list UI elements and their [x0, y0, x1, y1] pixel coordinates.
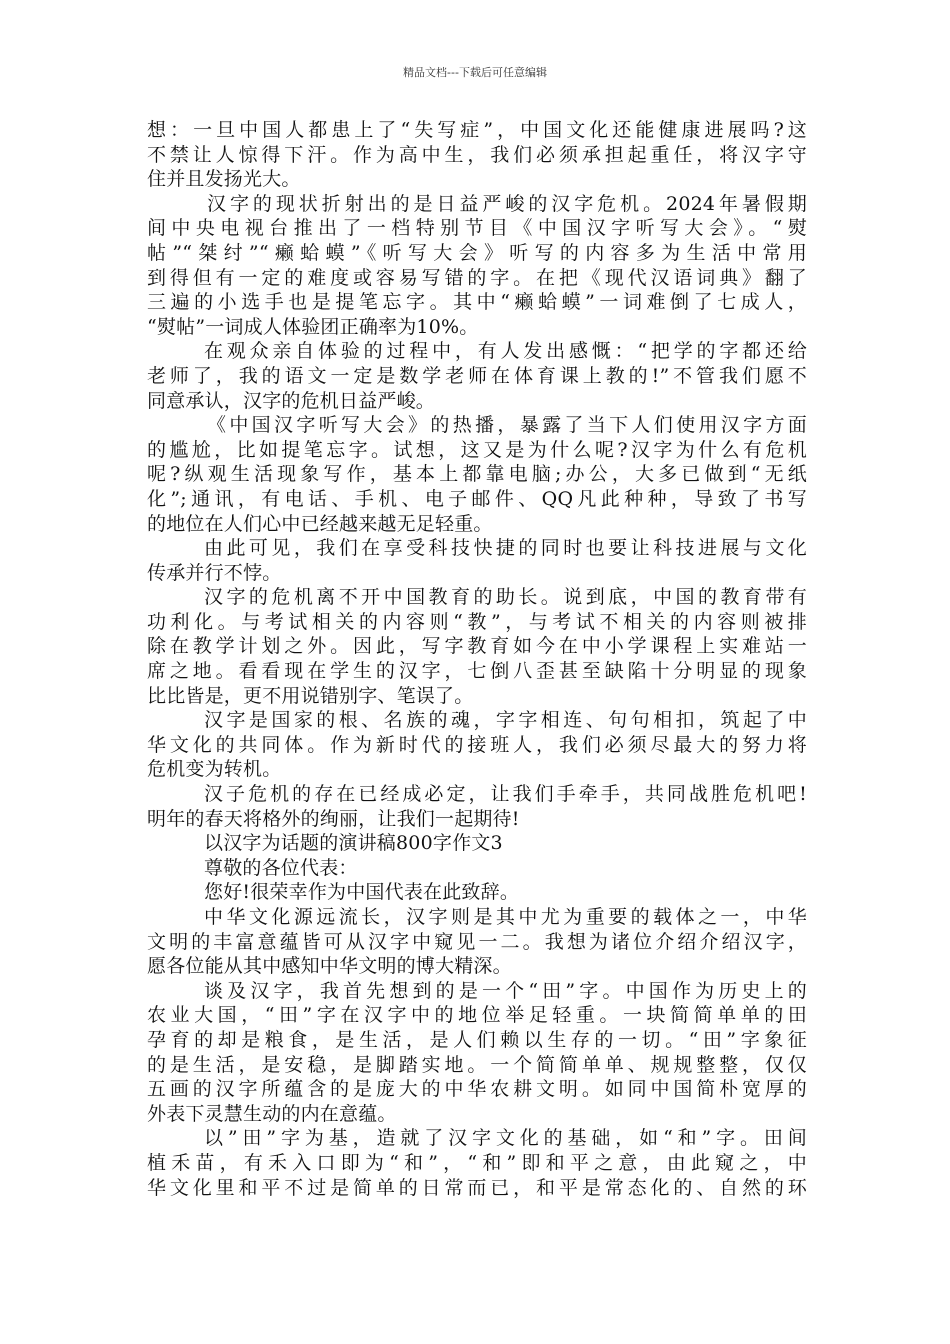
text-line: 文明的丰富意蕴皆可从汉字中窥见一二。我想为诸位介绍介绍汉字， [147, 930, 807, 953]
text-line: 帖”“桀纣”“癞蛤蟆”《听写大会》听写的内容多为生活中常用 [147, 241, 807, 264]
text-line: 植禾苗，有禾入口即为“和”，“和”即和平之意，由此窥之，中 [147, 1151, 807, 1174]
text-line: 老师了，我的语文一定是数学老师在体育课上教的!”不管我们愿不 [147, 364, 807, 387]
greeting: 您好!很荣幸作为中国代表在此致辞。 [204, 881, 520, 904]
text-line: 汉子危机的存在已经成必定，让我们手牵手，共同战胜危机吧! [204, 783, 807, 806]
page-header: 精品文档---下载后可任意编辑 [403, 66, 547, 79]
text-line: 《中国汉字听写大会》的热播，暴露了当下人们使用汉字方面 [207, 414, 807, 437]
text-line: 由此可见，我们在享受科技快捷的同时也要让科技进展与文化 [204, 537, 807, 560]
document-body [147, 118, 807, 1200]
text-line: 三遍的小选手也是提笔忘字。其中“癞蛤蟆”一词难倒了七成人， [147, 291, 807, 314]
section-heading: 以汉字为话题的演讲稿800字作文3 [204, 832, 503, 855]
text-line: 明年的春天将格外的绚丽，让我们一起期待! [147, 807, 520, 830]
text-line: 华文化里和平不过是简单的日常而已，和平是常态化的、自然的环 [147, 1176, 807, 1199]
text-line: 华文化的共同体。作为新时代的接班人，我们必须尽最大的努力将 [147, 733, 807, 756]
text-line: 在观众亲自体验的过程中，有人发出感慨：“把学的字都还给 [204, 340, 807, 363]
text-line: 不禁让人惊得下汗。作为高中生，我们必须承担起重任，将汉字守 [147, 143, 807, 166]
text-line: 五画的汉字所蕴含的是庞大的中华农耕文明。如同中国简朴宽厚的 [147, 1078, 807, 1101]
text-line: 危机变为转机。 [147, 758, 282, 781]
text-line: 外表下灵慧生动的内在意蕴。 [147, 1102, 397, 1125]
text-line: 农业大国，“田”字在汉字中的地位举足轻重。一块简简单单的田 [147, 1004, 807, 1027]
text-line: 间中央电视台推出了一档特别节目《中国汉字听写大会》。“熨 [147, 217, 807, 240]
text-line: 比比皆是，更不用说错别字、笔误了。 [147, 684, 474, 707]
text-line: 呢?纵观生活现象写作，基本上都靠电脑;办公，大多已做到“无纸 [147, 463, 807, 486]
text-line: 到得但有一定的难度或容易写错的字。在把《现代汉语词典》翻了 [147, 266, 807, 289]
text-line: 愿各位能从其中感知中华文明的博大精深。 [147, 955, 512, 978]
text-line: 传承并行不悖。 [147, 561, 282, 584]
text-line: 孕育的却是粮食，是生活，是人们赖以生存的一切。“田”字象征 [147, 1028, 807, 1051]
text-line: 同意承认，汉字的危机日益严峻。 [147, 389, 436, 412]
text-line: 汉字的危机离不开中国教育的助长。说到底，中国的教育带有 [204, 586, 807, 609]
text-line: 功利化。与考试相关的内容则“教”，与考试不相关的内容则被排 [147, 610, 807, 633]
text-line: 住并且发扬光大。 [147, 168, 301, 191]
text-line: 想：一旦中国人都患上了“失写症”，中国文化还能健康进展吗?这 [147, 119, 807, 141]
text-line: 的尴尬，比如提笔忘字。试想，这又是为什么呢?汉字为什么有危机 [147, 438, 807, 461]
text-line: 汉字的现状折射出的是日益严峻的汉字危机。2024年暑假期 [207, 192, 807, 215]
text-line: 化”;通讯，有电话、手机、电子邮件、QQ凡此种种，导致了书写 [147, 487, 807, 510]
text-line: 汉字是国家的根、名族的魂，字字相连、句句相扣，筑起了中 [204, 709, 807, 732]
text-line: 除在教学计划之外。因此，写字教育如今在中小学课程上实难站一 [147, 635, 807, 658]
text-line: 席之地。看看现在学生的汉字，七倒八歪甚至缺陷十分明显的现象 [147, 660, 807, 683]
text-line: 谈及汉字，我首先想到的是一个“田”字。中国作为历史上的 [204, 979, 807, 1002]
salutation: 尊敬的各位代表： [204, 856, 358, 879]
text-line: 中华文化源远流长，汉字则是其中尤为重要的载体之一，中华 [204, 906, 807, 928]
text-line: “熨帖”一词成人体验团正确率为10%。 [147, 315, 479, 338]
text-line: 的地位在人们心中已经越来越无足轻重。 [147, 512, 493, 535]
text-line: 以”田”字为基，造就了汉字文化的基础，如“和”字。田间 [204, 1127, 807, 1150]
text-line: 的是生活，是安稳，是脚踏实地。一个简简单单、规规整整，仅仅 [147, 1053, 807, 1076]
